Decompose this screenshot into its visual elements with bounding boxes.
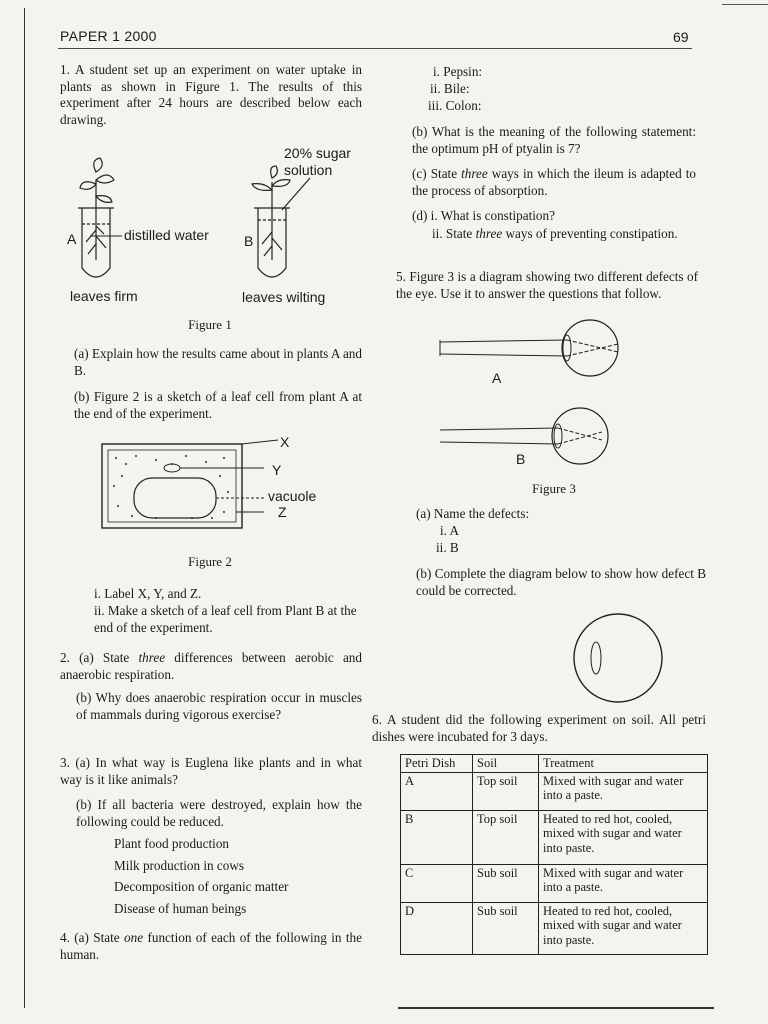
q4c-emphasis: three bbox=[461, 166, 488, 181]
question-4b: (b) What is the meaning of the following statement: the optimum pH of ptyalin is 7? bbox=[412, 124, 696, 156]
cell-treatment: Heated to red hot, cooled, mixed with sugar and water into paste. bbox=[539, 902, 708, 954]
question-1b-ii: ii. Make a sketch of a leaf cell from Plant B at the end of the experiment. bbox=[94, 603, 357, 635]
cell-soil: Sub soil bbox=[473, 902, 539, 954]
col-header-treatment: Treatment bbox=[539, 755, 708, 773]
q2a-pre: 2. (a) State bbox=[60, 650, 139, 665]
cell-treatment: Heated to red hot, cooled, mixed with sugar and water into paste. bbox=[539, 810, 708, 864]
q4-item-colon: iii. Colon: bbox=[428, 98, 482, 113]
cell-soil: Sub soil bbox=[473, 864, 539, 902]
header-rule bbox=[58, 48, 692, 49]
table-row bbox=[401, 864, 708, 902]
question-1b: (b) Figure 2 is a sketch of a leaf cell from plant A at the end of the experiment. bbox=[74, 389, 362, 421]
cell-treatment: Mixed with sugar and water into a paste. bbox=[539, 772, 708, 810]
question-5a: (a) Name the defects: bbox=[416, 506, 530, 521]
table-row bbox=[401, 902, 708, 954]
q4d-ii-post: ways of preventing constipation. bbox=[502, 226, 678, 241]
fig1-leaves-wilting: leaves wilting bbox=[242, 289, 326, 305]
fig1-sugar-label: 20% sugar solution bbox=[284, 145, 351, 178]
question-5b: (b) Complete the diagram below to show how defect B could be corrected. bbox=[416, 566, 706, 598]
question-4d-i: (d) i. What is constipation? bbox=[412, 208, 555, 223]
fig1-leaves-firm: leaves firm bbox=[70, 288, 138, 304]
fig3-label-a: A bbox=[492, 370, 502, 386]
q4a-pre: 4. (a) State bbox=[60, 930, 125, 945]
tube-a bbox=[78, 158, 114, 277]
question-2b: (b) Why does anaerobic respiration occur in muscles of mammals during vigorous exercise? bbox=[76, 690, 362, 722]
figure-2-diagram bbox=[96, 436, 296, 536]
q3b-item-2: Milk production in cows bbox=[114, 858, 245, 873]
q3b-item-3: Decomposition of organic matter bbox=[114, 879, 289, 894]
question-6: 6. A student did the following experiment on soil. All petri dishes were incubated for 3 days. bbox=[372, 712, 706, 744]
figure-3-caption: Figure 3 bbox=[532, 481, 576, 496]
q4d-ii-emphasis: three bbox=[475, 226, 503, 241]
question-2a bbox=[60, 650, 362, 683]
tube-b bbox=[252, 166, 310, 277]
eye-correction-diagram bbox=[560, 608, 670, 708]
q4c-post: ways in which the ileum is adapted to the process of absorption. bbox=[412, 166, 696, 198]
cell-soil: Top soil bbox=[473, 810, 539, 864]
question-1b-i: i. Label X, Y, and Z. bbox=[94, 586, 202, 601]
cell-dish: D bbox=[401, 902, 473, 954]
question-3b: (b) If all bacteria were destroyed, explain how the following could be reduced. bbox=[76, 797, 362, 829]
q5a-item-a: i. A bbox=[440, 523, 460, 538]
q4a-post: function of each of the following in the human. bbox=[60, 930, 362, 962]
cell-treatment: Mixed with sugar and water into a paste. bbox=[539, 864, 708, 902]
bottom-rule bbox=[398, 1007, 714, 1009]
fig2-label-y: Y bbox=[272, 462, 282, 478]
cell-dish: C bbox=[401, 864, 473, 902]
q5a-item-b: ii. B bbox=[436, 540, 459, 555]
fig1-label-b: B bbox=[244, 233, 254, 249]
fig1-label-distilled: distilled water bbox=[124, 227, 209, 243]
fig2-label-x: X bbox=[280, 434, 290, 450]
q4d-ii-pre: ii. State bbox=[432, 226, 476, 241]
page-number: 69 bbox=[673, 29, 689, 45]
petri-dish-table bbox=[400, 754, 708, 955]
question-3a: 3. (a) In what way is Euglena like plants and in what way is it like animals? bbox=[60, 755, 362, 787]
question-4a bbox=[60, 930, 362, 963]
col-header-petri-dish: Petri Dish bbox=[401, 755, 473, 773]
figure-1-caption: Figure 1 bbox=[188, 317, 232, 332]
q4c-pre: (c) State bbox=[412, 166, 462, 181]
col-header-soil: Soil bbox=[473, 755, 539, 773]
question-4c bbox=[412, 166, 696, 199]
right-top-line bbox=[722, 4, 768, 5]
q2a-post: differences between aerobic and anaerobic respiration. bbox=[60, 650, 362, 682]
q4a-emphasis: one bbox=[124, 930, 144, 945]
question-1a: (a) Explain how the results came about in plants A and B. bbox=[74, 346, 362, 378]
cell-dish: A bbox=[401, 772, 473, 810]
q3b-item-4: Disease of human beings bbox=[114, 901, 247, 916]
fig1-label-a: A bbox=[67, 231, 77, 247]
figure-2-caption: Figure 2 bbox=[188, 554, 232, 569]
cell-soil: Top soil bbox=[473, 772, 539, 810]
left-margin-line bbox=[24, 8, 25, 1008]
fig2-label-vacuole: vacuole bbox=[268, 488, 317, 504]
table-row bbox=[401, 772, 708, 810]
table-header-row bbox=[401, 755, 708, 773]
question-1-intro: 1. A student set up an experiment on water uptake in plants as shown in Figure 1. The results of this experiment after 24 hours are described below each drawing. bbox=[60, 62, 362, 127]
fig2-label-z: Z bbox=[278, 504, 287, 520]
q4-item-bile: ii. Bile: bbox=[430, 81, 470, 96]
paper-title: PAPER 1 2000 bbox=[60, 28, 157, 44]
figure-3-diagram bbox=[430, 318, 670, 484]
question-4d-ii bbox=[432, 226, 696, 243]
q3b-item-1: Plant food production bbox=[114, 836, 230, 851]
q4-item-pepsin: i. Pepsin: bbox=[433, 64, 483, 79]
cell-dish: B bbox=[401, 810, 473, 864]
q2a-emphasis: three bbox=[138, 650, 166, 665]
table-row bbox=[401, 810, 708, 864]
question-5: 5. Figure 3 is a diagram showing two different defects of the eye. Use it to answer the questions that follow. bbox=[396, 269, 698, 301]
fig3-label-b: B bbox=[516, 451, 526, 467]
